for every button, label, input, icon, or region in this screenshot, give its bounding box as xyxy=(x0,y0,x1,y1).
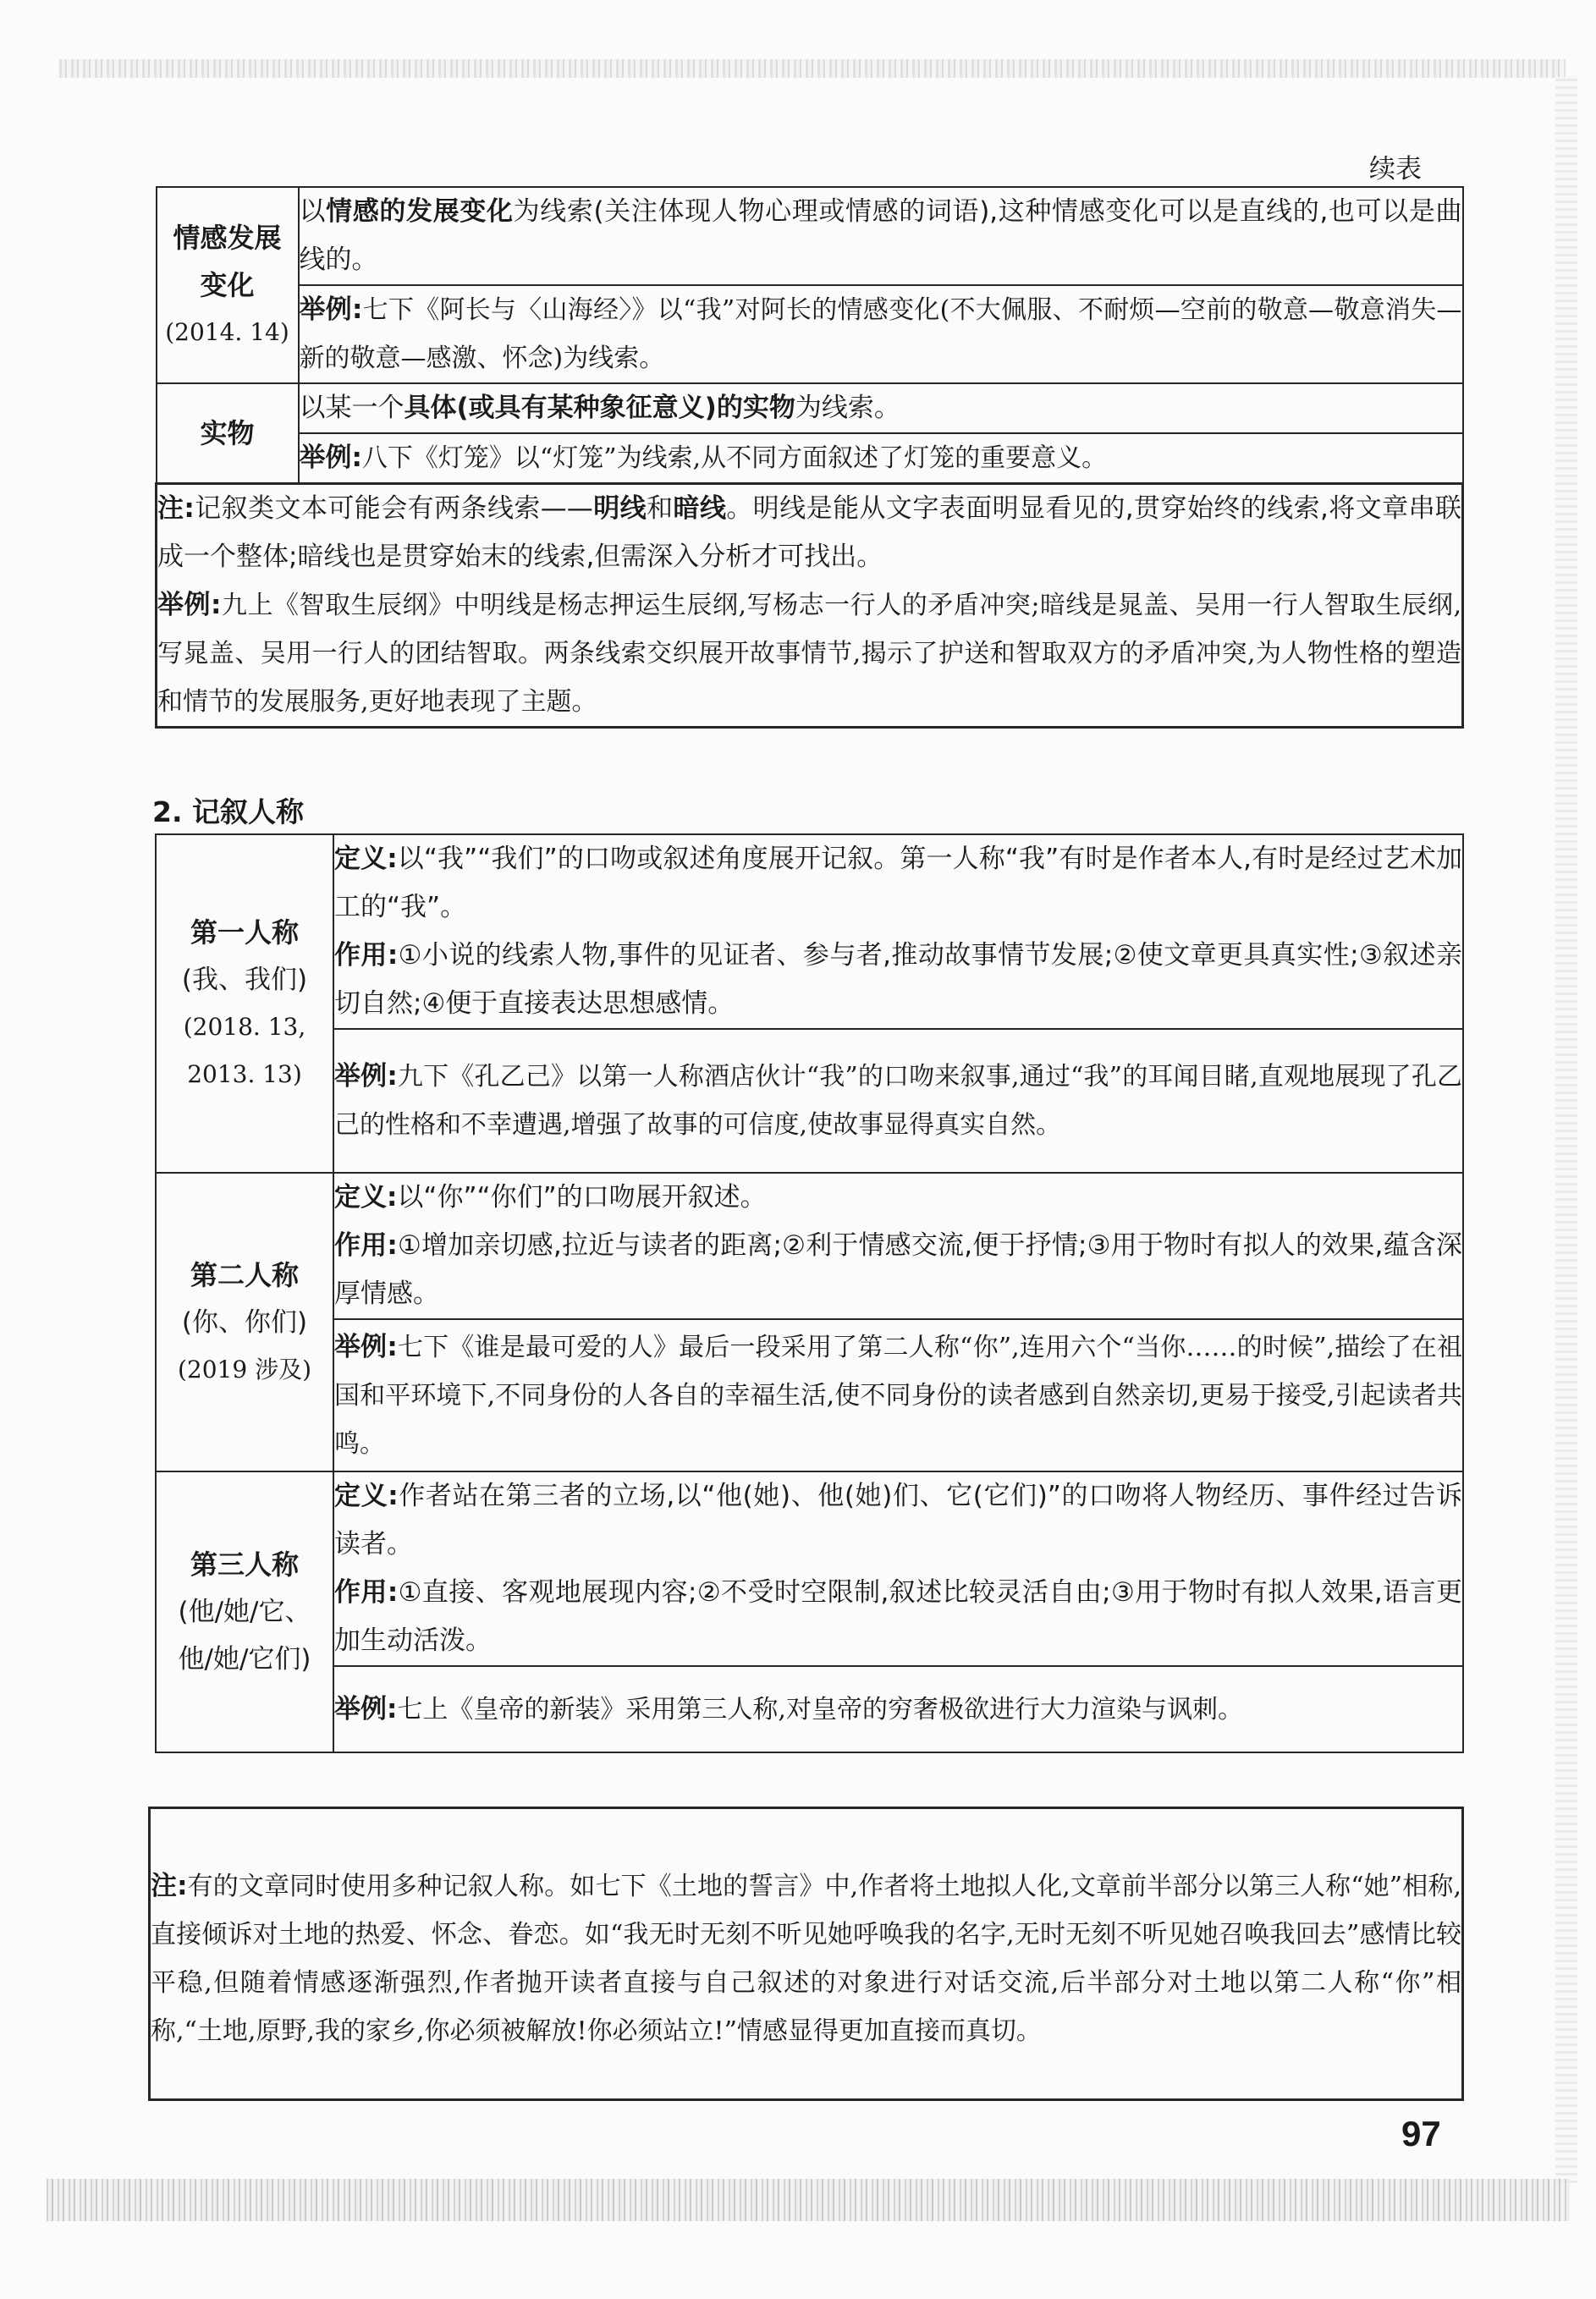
function-label: 作用: xyxy=(334,1577,399,1608)
label-text: 实物 xyxy=(200,417,255,449)
note-label: 注: xyxy=(157,493,195,524)
section-title: 2. 记叙人称 xyxy=(152,795,304,828)
definition-cell xyxy=(299,187,1463,285)
definition-label: 定义: xyxy=(334,1182,398,1213)
definition-label: 定义: xyxy=(334,1481,399,1511)
def-keyword: 情感的发展变化 xyxy=(326,196,514,227)
continued-label: 续表 xyxy=(1369,154,1422,184)
row-label-object xyxy=(157,383,299,484)
page-number: 97 xyxy=(1401,2114,1441,2153)
definition-line xyxy=(334,1472,1462,1569)
year-tag: (2014. 14) xyxy=(165,318,289,346)
year-tag: (2019 涉及) xyxy=(177,1355,311,1383)
label-text: 情感发展变化 xyxy=(173,222,282,301)
note-text: 有的文章同时使用多种记叙人称。如七下《土地的誓言》中,作者将土地拟人化,文章前半部分以第三人称“她”相称,直接倾诉对土地的热爱、怀念、眷恋。如“我无时无刻不听见她呼唤我的名字,无时无刻不听见她召唤我回去”感情比较平稳,但随着情感逐渐强烈,作者抛开读者直接与自己叙述的对象进行对话交流,后半部分对土地以第二人称“你”相称,“土地,原野,我的家乡,你必须被解放!你必须站立!”情感显得更加直接而真切。 xyxy=(151,1872,1461,2046)
definition-text: 以“你”“你们”的口吻展开叙述。 xyxy=(397,1182,767,1213)
function-line xyxy=(334,1222,1462,1318)
example-label: 举例: xyxy=(299,443,362,473)
def-text: 以 xyxy=(299,196,327,227)
example-label: 举例: xyxy=(334,1331,398,1362)
person-table xyxy=(155,833,1464,1753)
definition-text: 作者站在第三者的立场,以“他(她)、他(她)们、它(它们)”的口吻将人物经历、事件经过告诉读者。 xyxy=(334,1481,1462,1559)
note-cell xyxy=(150,1808,1463,2100)
example-label: 举例: xyxy=(334,1693,398,1724)
note-paragraph xyxy=(157,485,1461,581)
note-keyword: 暗线 xyxy=(673,493,727,524)
clue-table xyxy=(155,186,1464,729)
note-keyword: 明线 xyxy=(592,493,647,524)
example-label: 举例: xyxy=(157,590,222,620)
scan-edge-top xyxy=(59,59,1566,78)
function-line xyxy=(334,932,1462,1028)
function-label: 作用: xyxy=(334,1230,398,1261)
example-label: 举例: xyxy=(334,1061,398,1092)
year-tag: (2018. 13, 2013. 13) xyxy=(183,1013,306,1088)
scan-edge-bottom xyxy=(47,2179,1570,2221)
def-keyword: 具体(或具有某种象征意义)的实物 xyxy=(404,393,795,423)
note-text: 记叙类文本可能会有两条线索—— xyxy=(194,493,593,524)
definition-cell xyxy=(333,1471,1463,1666)
definition-label: 定义: xyxy=(334,844,398,874)
note-cell xyxy=(157,484,1463,728)
example-cell xyxy=(333,1029,1463,1173)
function-line xyxy=(334,1569,1462,1665)
label-text: 第三人称 xyxy=(190,1548,299,1581)
definition-cell xyxy=(299,383,1463,433)
definition-text: 以“我”“我们”的口吻或叙述角度展开记叙。第一人称“我”有时是作者本人,有时是经过艺术加工的“我”。 xyxy=(334,844,1462,922)
function-text: ①增加亲切感,拉近与读者的距离;②利于情感交流,便于抒情;③用于物时有拟人的效果,蕴含深厚情感。 xyxy=(334,1230,1462,1309)
def-text: 为线索(关注体现人物心理或情感的词语),这种情感变化可以是直线的,也可以是曲线的。 xyxy=(299,196,1462,275)
example-text: 七上《皇帝的新装》采用第三人称,对皇帝的穷奢极欲进行大力渲染与讽刺。 xyxy=(397,1694,1243,1724)
note-box xyxy=(148,1807,1464,2101)
note-label: 注: xyxy=(151,1871,188,1901)
row-label-third-person xyxy=(156,1471,333,1752)
label-text: 第二人称 xyxy=(190,1258,299,1291)
note-text: 和 xyxy=(647,493,674,524)
note-text: 。明线是能从文字表面明显看见的,贯穿始终的线索,将文章串联成一个整体;暗线也是贯穿始末的线索,但需深入分析才可找出。 xyxy=(157,493,1462,572)
def-text: 以某一个 xyxy=(299,393,405,423)
definition-line xyxy=(334,835,1462,932)
function-label: 作用: xyxy=(334,940,399,971)
example-text: 七下《谁是最可爱的人》最后一段采用了第二人称“你”,连用六个“当你……的时候”,描绘了在祖国和平环境下,不同身份的人各自的幸福生活,使不同身份的读者感到自然亲切,更易于接受,引起读者共鸣。 xyxy=(334,1332,1463,1459)
row-label-second-person xyxy=(156,1173,333,1471)
label-sub: (他/她/它、他/她/它们) xyxy=(178,1597,311,1675)
def-text: 为线索。 xyxy=(795,393,900,423)
example-cell xyxy=(299,433,1463,484)
example-cell xyxy=(333,1666,1463,1752)
definition-cell xyxy=(333,834,1463,1029)
scan-edge-right xyxy=(1555,76,1577,2183)
example-text: 九下《孔乙己》以第一人称酒店伙计“我”的口吻来叙事,通过“我”的耳闻目睹,直观地展现了孔乙己的性格和不幸遭遇,增强了故事的可信度,使故事显得真实自然。 xyxy=(334,1062,1462,1140)
example-label: 举例: xyxy=(299,294,363,325)
example-text: 七下《阿长与〈山海经〉》以“我”对阿长的情感变化(不大佩服、不耐烦—空前的敬意—敬意消失—新的敬意—感激、怀念)为线索。 xyxy=(299,295,1462,373)
label-sub: (你、你们) xyxy=(181,1306,308,1338)
example-cell xyxy=(299,285,1463,383)
row-label-first-person xyxy=(156,834,333,1173)
example-text: 九上《智取生辰纲》中明线是杨志押运生辰纲,写杨志一行人的矛盾冲突;暗线是晁盖、吴用一行人智取生辰纲,写晁盖、吴用一行人的团结智取。两条线索交织展开故事情节,揭示了护送和智取双方的矛盾冲突,为人物性格的塑造和情节的发展服务,更好地表现了主题。 xyxy=(157,591,1461,717)
label-sub: (我、我们) xyxy=(181,965,308,995)
definition-cell xyxy=(333,1173,1463,1319)
label-text: 第一人称 xyxy=(190,916,299,949)
example-text: 八下《灯笼》以“灯笼”为线索,从不同方面叙述了灯笼的重要意义。 xyxy=(361,443,1108,473)
function-text: ①直接、客观地展现内容;②不受时空限制,叙述比较灵活自由;③用于物时有拟人效果,语言更加生动活泼。 xyxy=(334,1577,1462,1656)
example-cell xyxy=(333,1319,1463,1471)
note-example xyxy=(157,581,1461,726)
row-label-emotion xyxy=(157,187,299,383)
definition-line xyxy=(334,1174,1462,1222)
function-text: ①小说的线索人物,事件的见证者、参与者,推动故事情节发展;②使文章更具真实性;③叙述亲切自然;④便于直接表达思想感情。 xyxy=(334,940,1462,1019)
